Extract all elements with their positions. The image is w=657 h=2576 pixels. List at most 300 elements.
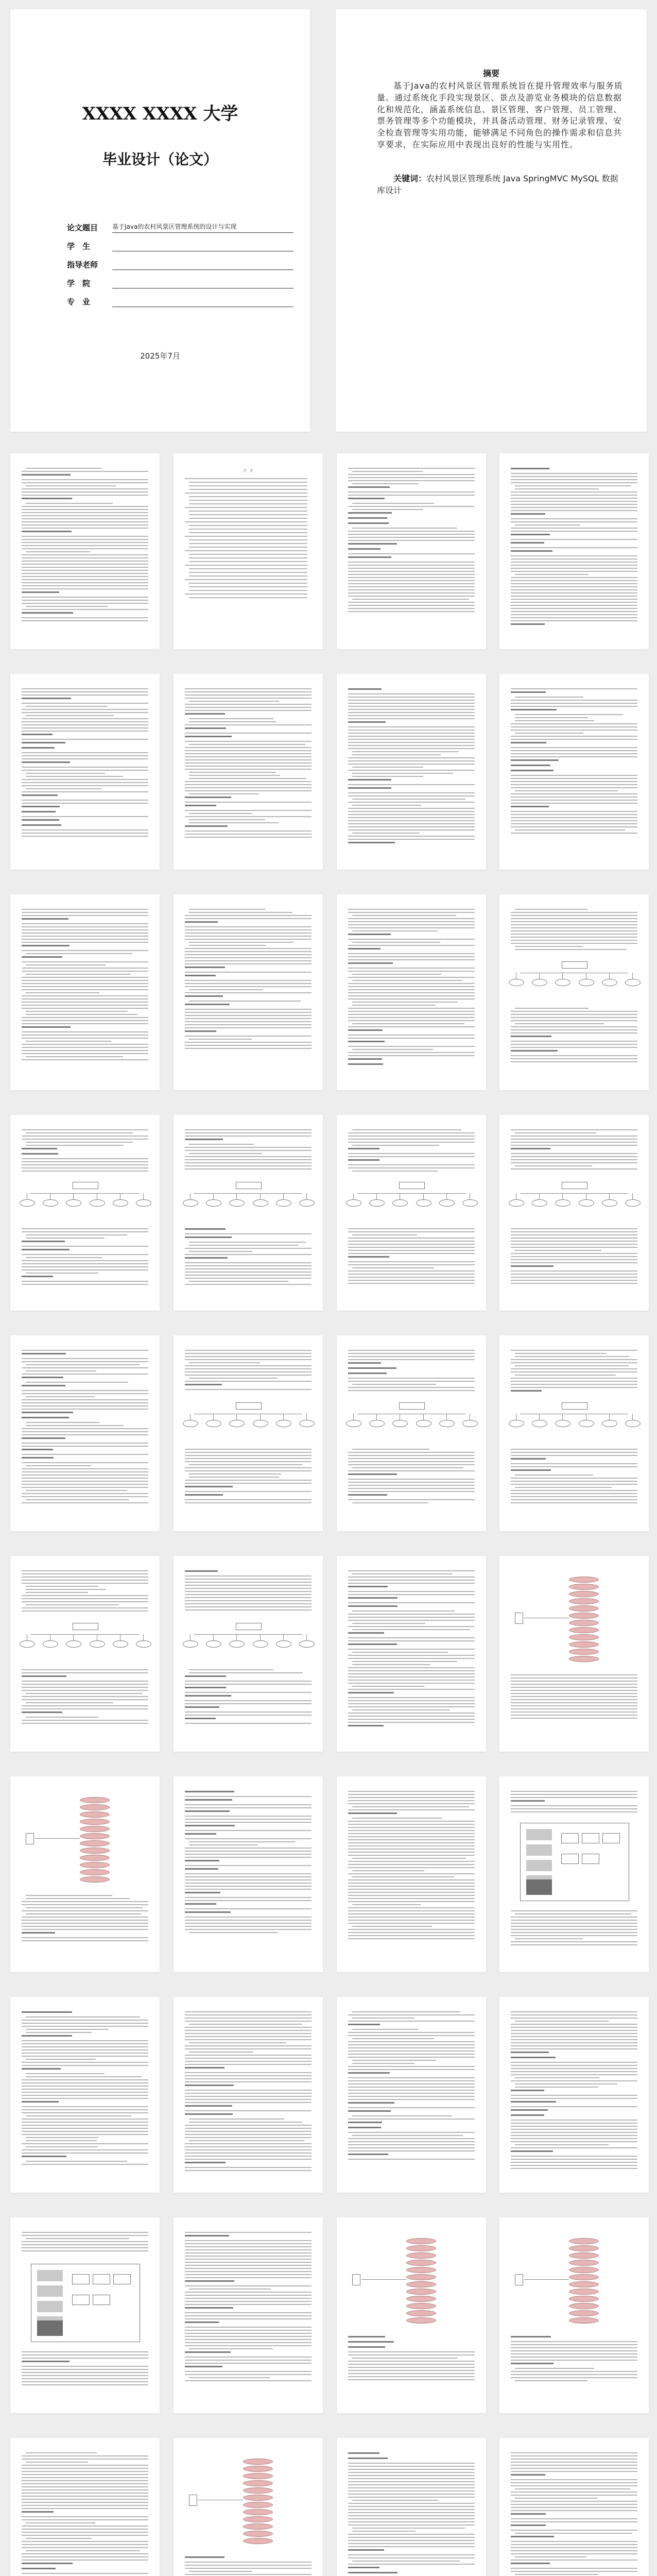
- text-line: [22, 609, 148, 610]
- architecture-block: [37, 2285, 63, 2297]
- text-line: [348, 477, 475, 478]
- text-line: [22, 1672, 148, 1673]
- section-heading-line: [185, 1892, 220, 1893]
- text-line: [348, 1910, 475, 1911]
- text-line: [185, 2134, 312, 2135]
- text-line: [185, 1807, 312, 1808]
- text-line: [185, 1036, 312, 1037]
- diagram-connector: [306, 1193, 307, 1199]
- text-line: [22, 1940, 148, 1941]
- text-line: [348, 2472, 475, 2473]
- section-heading-line: [511, 2513, 546, 2515]
- text-line: [511, 2123, 637, 2124]
- text-line: [511, 1917, 637, 1918]
- text-line: [26, 1499, 129, 1500]
- text-line: [511, 1231, 637, 1232]
- text-line: [511, 1041, 637, 1042]
- diagram-node: [229, 1199, 245, 1207]
- use-case-ellipse: [569, 2274, 599, 2280]
- text-line: [22, 2247, 148, 2248]
- text-line: [22, 1454, 148, 1455]
- text-line: [185, 1012, 312, 1013]
- diagram-node: [253, 1640, 268, 1648]
- text-line: [26, 1132, 133, 1133]
- text-line: [26, 2161, 127, 2162]
- section-heading-line: [348, 1362, 381, 1364]
- text-line: [26, 485, 116, 486]
- text-line: [348, 2537, 475, 2538]
- text-line: [185, 2030, 312, 2031]
- text-line: [511, 2159, 637, 2160]
- section-heading-line: [348, 1632, 384, 1634]
- section-heading-line: [348, 2127, 381, 2128]
- text-line: [22, 600, 148, 601]
- text-line: [185, 2240, 312, 2241]
- text-line: [348, 2557, 475, 2558]
- text-line: [348, 611, 475, 612]
- section-heading-line: [185, 2105, 232, 2107]
- diagram-node: [625, 979, 641, 986]
- text-line: [22, 1231, 148, 1232]
- text-line: [511, 1797, 637, 1798]
- text-line: [511, 924, 637, 925]
- text-line: [185, 2318, 312, 2319]
- section-heading-line: [348, 1597, 397, 1599]
- text-line: [348, 2050, 475, 2052]
- section-heading-line: [22, 1449, 53, 1450]
- text-line: [511, 2377, 637, 2378]
- section-heading-line: [348, 948, 381, 950]
- text-line: [511, 518, 637, 519]
- section-heading-line: [185, 1139, 223, 1140]
- text-line: [185, 2159, 312, 2160]
- section-heading-line: [511, 2109, 548, 2111]
- text-line: [22, 803, 148, 804]
- text-line: [26, 1422, 99, 1423]
- text-line: [185, 957, 312, 958]
- cover-field-value: 基于Java的农村风景区管理系统的设计与实现: [112, 222, 293, 233]
- text-line: [22, 482, 148, 483]
- thumbnail-page: [10, 1556, 160, 1752]
- text-line: [185, 2125, 312, 2126]
- text-line: [515, 909, 587, 910]
- text-line: [348, 1800, 475, 1801]
- text-line: [348, 2506, 475, 2507]
- diagram-connector: [213, 1634, 214, 1640]
- text-line: [352, 799, 465, 800]
- text-line: [352, 2063, 414, 2064]
- text-line: [22, 2455, 148, 2456]
- text-line: [515, 720, 594, 721]
- text-line: [348, 2032, 475, 2033]
- text-line: [511, 1283, 637, 1284]
- text-line: [511, 2095, 637, 2096]
- section-heading-line: [511, 1148, 550, 1149]
- text-line: [22, 688, 148, 689]
- text-line: [348, 912, 475, 913]
- text-line: [348, 2096, 475, 2097]
- section-heading-line: [185, 2084, 234, 2086]
- text-line: [348, 583, 475, 584]
- text-line: [348, 706, 475, 707]
- text-line: [511, 528, 637, 529]
- text-line: [185, 1375, 312, 1376]
- text-line: [185, 2011, 312, 2012]
- text-line: [185, 960, 312, 961]
- text-line: [348, 2376, 475, 2377]
- text-line: [185, 2374, 312, 2375]
- section-heading-line: [185, 2556, 224, 2558]
- text-line: [185, 2033, 312, 2034]
- use-case-ellipse: [243, 2459, 273, 2465]
- text-line: [511, 1502, 637, 1503]
- diagram-node: [346, 1420, 361, 1427]
- text-line: [185, 2574, 312, 2575]
- text-line: [22, 524, 148, 526]
- text-line: [185, 1129, 312, 1130]
- text-line: [185, 986, 312, 987]
- section-heading-line: [185, 2162, 226, 2163]
- text-line: [511, 820, 637, 821]
- text-line: [515, 697, 583, 698]
- text-line: [348, 577, 475, 578]
- text-line: [22, 567, 148, 568]
- text-line: [511, 1481, 637, 1482]
- text-line: [26, 1041, 111, 1042]
- text-line: [511, 2024, 637, 2025]
- text-line: [348, 531, 475, 532]
- text-line: [352, 2115, 452, 2116]
- text-line: [348, 1132, 475, 1133]
- text-line: [185, 1692, 312, 1693]
- diagram-connector: [632, 1414, 633, 1420]
- text-line: [511, 1047, 637, 1048]
- use-case-ellipse: [569, 1584, 599, 1590]
- text-line: [22, 1669, 148, 1670]
- text-line: [22, 1002, 148, 1003]
- text-line: [511, 2452, 637, 2453]
- text-line: [511, 1162, 637, 1163]
- thumbnail-page: [499, 1335, 649, 1531]
- text-line: [185, 1233, 312, 1234]
- text-line: [511, 1017, 637, 1018]
- section-heading-line: [185, 1718, 216, 1719]
- use-case-ellipse: [569, 1577, 599, 1583]
- text-line: [348, 709, 475, 710]
- text-line: [22, 1696, 148, 1697]
- text-line: [348, 2475, 475, 2476]
- text-line: [511, 2098, 637, 2099]
- text-line: [185, 1365, 312, 1366]
- text-line: [26, 468, 101, 469]
- section-heading-line: [185, 736, 232, 737]
- text-line: [511, 1371, 637, 1372]
- text-line: [185, 2312, 312, 2313]
- text-line: [511, 803, 637, 804]
- text-line: [348, 1280, 475, 1281]
- text-line: [185, 1582, 312, 1583]
- diagram-connector: [306, 1414, 307, 1420]
- text-line: [185, 1147, 312, 1148]
- text-line: [348, 1055, 475, 1056]
- text-line: [22, 926, 148, 927]
- text-line: [511, 2510, 637, 2511]
- text-line: [185, 1830, 312, 1831]
- text-line: [511, 1708, 637, 1709]
- text-line: [348, 2150, 475, 2151]
- text-line: [185, 834, 312, 835]
- text-line: [22, 791, 148, 792]
- text-line: [22, 1164, 148, 1165]
- section-heading-line: [348, 1494, 387, 1496]
- text-line: [185, 1851, 312, 1852]
- text-line: [348, 2524, 475, 2526]
- text-line: [348, 2543, 475, 2544]
- text-line: [511, 473, 637, 474]
- text-line: [185, 1600, 312, 1601]
- text-line: [348, 1461, 475, 1462]
- section-heading-line: [511, 765, 550, 766]
- diagram-connector: [143, 1634, 144, 1640]
- diagram-node: [20, 1199, 35, 1207]
- text-line: [189, 942, 293, 943]
- text-line: [22, 923, 148, 924]
- abstract-body: 基于Java的农村风景区管理系统旨在提升管理效率与服务质量。通过系统化手段实现景区、景点及游览业务模块的信息数据化和规范化，涵盖系统信息、景区管理、客户管理、员工管理、票务管理等多个功能模块，并具备活动管理、财务记录管理、安全检查管理等实用功能，能够满足不同角色的操作需求和信息共享要求，在实际应用中表现出良好的性能与实用性。: [377, 81, 623, 149]
- text-line: [352, 2018, 414, 2019]
- text-line: [185, 2128, 312, 2129]
- diagram-node: [602, 1420, 617, 1427]
- text-line: [185, 1499, 312, 1500]
- thumbnail-page: [499, 674, 649, 870]
- text-line: [511, 811, 637, 812]
- text-line: [22, 983, 148, 984]
- text-line: [22, 2119, 148, 2120]
- text-line: [511, 2162, 637, 2163]
- diagram-connector: [190, 1414, 191, 1420]
- text-line: [22, 2112, 148, 2113]
- section-heading-line: [348, 1058, 382, 1060]
- text-line: [348, 1577, 475, 1578]
- diagram-connector: [143, 1193, 144, 1199]
- text-line: [185, 733, 312, 734]
- text-line: [515, 2498, 597, 2499]
- use-case-ellipse: [243, 2538, 273, 2544]
- section-heading-line: [185, 1257, 228, 1259]
- section-heading-line: [22, 2035, 72, 2037]
- diagram-actor-node: [26, 1833, 34, 1844]
- text-line: [348, 2512, 475, 2513]
- text-line: [348, 1264, 475, 1265]
- section-heading-line: [22, 1711, 62, 1713]
- text-line: [26, 1898, 130, 1899]
- diagram-node: [509, 1199, 524, 1207]
- text-line: [348, 596, 475, 597]
- text-line: [348, 1845, 475, 1846]
- diagram-connector: [306, 1634, 307, 1640]
- thumbnail-page: [499, 1997, 649, 2193]
- diagram-connector: [73, 1193, 74, 1199]
- text-line: [22, 2474, 148, 2475]
- text-line: [185, 1886, 312, 1887]
- text-line: [185, 2075, 312, 2076]
- text-line: [185, 2565, 312, 2566]
- text-line: [22, 2065, 148, 2066]
- diagram-node: [602, 1199, 617, 1207]
- text-line: [22, 1468, 148, 1469]
- text-line: [511, 1808, 637, 1809]
- text-line: [511, 2165, 637, 2166]
- section-heading-line: [348, 1812, 397, 1814]
- text-line: [348, 1640, 475, 1641]
- text-line: [189, 1144, 254, 1145]
- text-line: [22, 909, 148, 910]
- section-heading-line: [511, 1265, 554, 1267]
- diagram-node: [509, 979, 524, 986]
- text-line: [189, 2024, 302, 2025]
- text-line: [185, 2298, 312, 2299]
- architecture-block: [37, 2270, 63, 2281]
- section-heading-line: [348, 543, 397, 545]
- text-line: [22, 1929, 148, 1930]
- text-line: [189, 1242, 306, 1243]
- text-line: [185, 2096, 312, 2097]
- keywords-text: 农村风景区管理系统 Java SpringMVC MySQL 数据库设计: [377, 174, 618, 195]
- text-line: [515, 2488, 630, 2489]
- diagram-node: [369, 1199, 385, 1207]
- text-line: [22, 2480, 148, 2481]
- text-line: [348, 2041, 475, 2042]
- text-line: [185, 918, 312, 919]
- text-line: [22, 2095, 148, 2096]
- text-line: [348, 480, 475, 481]
- text-line: [511, 2080, 637, 2081]
- text-line: [26, 1056, 123, 1057]
- text-line: [348, 839, 475, 840]
- section-heading-line: [348, 2122, 382, 2123]
- diagram-node: [183, 1199, 198, 1207]
- text-line: [511, 943, 637, 944]
- diagram-node: [625, 1199, 641, 1207]
- text-line: [348, 1898, 475, 1899]
- thumbnail-page: [174, 1997, 323, 2193]
- text-line: [348, 956, 475, 957]
- text-line: [185, 1150, 312, 1151]
- text-line: [22, 576, 148, 577]
- text-line: [511, 2347, 637, 2348]
- text-line: [348, 909, 475, 910]
- text-line: [22, 2526, 148, 2527]
- use-case-ellipse: [80, 1855, 110, 1861]
- section-heading-line: [511, 513, 545, 515]
- text-line: [26, 1717, 98, 1718]
- text-line: [22, 1358, 148, 1359]
- text-line: [348, 2540, 475, 2541]
- text-line: [26, 2550, 140, 2551]
- text-line: [511, 565, 637, 566]
- text-line: [185, 1467, 312, 1468]
- text-line: [185, 724, 312, 725]
- text-line: [511, 2353, 637, 2354]
- text-line: [26, 1490, 127, 1491]
- text-line: [511, 1247, 637, 1248]
- diagram-node: [90, 1640, 105, 1648]
- text-line: [22, 703, 148, 704]
- text-line: [515, 790, 618, 791]
- text-line: [511, 2371, 637, 2372]
- text-line: [189, 2052, 253, 2053]
- thumbnail-page: [499, 453, 649, 649]
- text-line: [348, 733, 475, 734]
- text-line: [185, 2315, 312, 2316]
- diagram-root-node: [399, 1402, 425, 1410]
- text-line: [511, 2482, 637, 2483]
- text-line: [185, 2036, 312, 2037]
- section-heading-line: [348, 1041, 385, 1042]
- text-line: [22, 2153, 148, 2154]
- text-line: [511, 531, 637, 532]
- text-line: [22, 2149, 148, 2150]
- text-line: [348, 1241, 475, 1242]
- architecture-cell: [93, 2274, 110, 2284]
- text-line: [185, 2357, 312, 2358]
- section-heading-line: [348, 1063, 383, 1065]
- text-line: [185, 1461, 312, 1462]
- section-heading-line: [22, 1249, 70, 1250]
- text-line: [185, 2301, 312, 2302]
- section-heading-line: [22, 945, 70, 946]
- text-line: [22, 1409, 148, 1410]
- text-line: [22, 1044, 148, 1045]
- text-line: [189, 2289, 271, 2290]
- text-line: [511, 796, 637, 798]
- text-line: [22, 1059, 148, 1060]
- text-line: [511, 1029, 637, 1030]
- text-line: [22, 2358, 148, 2359]
- section-heading-line: [185, 1911, 231, 1913]
- text-line: [348, 1722, 475, 1723]
- text-line: [185, 766, 312, 767]
- text-line: [22, 1705, 148, 1706]
- text-line: [22, 518, 148, 519]
- diagram-connector: [609, 973, 610, 979]
- use-case-ellipse: [243, 2523, 273, 2530]
- text-line: [352, 2358, 458, 2359]
- text-line: [22, 691, 148, 692]
- section-heading-line: [22, 1417, 69, 1418]
- use-case-ellipse: [569, 2289, 599, 2295]
- section-heading-line: [185, 1687, 226, 1688]
- text-line: [189, 1251, 252, 1252]
- diagram-connector: [357, 1193, 465, 1194]
- text-line: [26, 992, 99, 993]
- text-line: [515, 2533, 632, 2534]
- text-line: [348, 1485, 475, 1486]
- use-case-ellipse: [80, 1848, 110, 1854]
- architecture-cell: [561, 1854, 579, 1864]
- text-line: [348, 1153, 475, 1154]
- thumbnail-page: [174, 1335, 323, 1531]
- text-line: [348, 1008, 475, 1009]
- text-line: [189, 1932, 278, 1933]
- text-line: [22, 1281, 148, 1282]
- text-line: [189, 721, 276, 722]
- text-line: [185, 1045, 312, 1046]
- use-case-ellipse: [569, 2317, 599, 2324]
- text-line: [348, 1238, 475, 1239]
- text-line: [22, 2532, 148, 2533]
- cover-field-topic: [67, 214, 293, 233]
- section-heading-line: [511, 2524, 546, 2526]
